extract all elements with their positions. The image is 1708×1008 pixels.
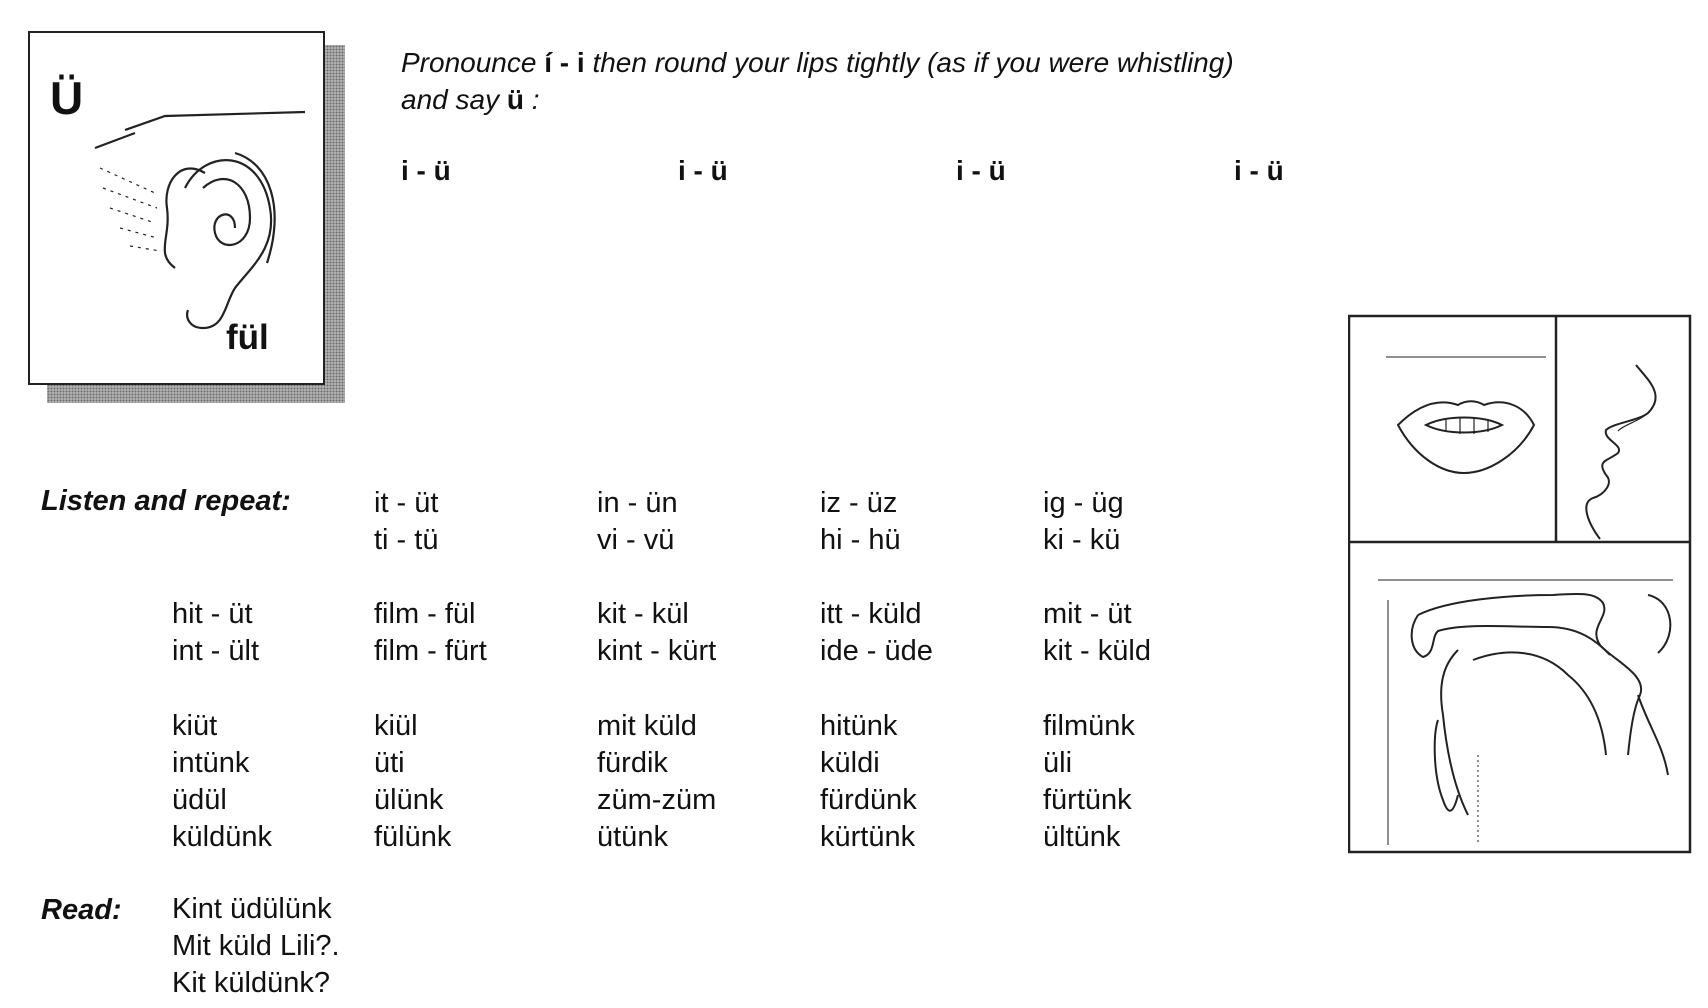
word-item: ig - üg (1043, 487, 1124, 519)
instruction-letters: í - i (544, 47, 585, 78)
instruction-text: then round your lips tightly (as if you were whistling) (592, 47, 1234, 78)
word-item: üdül (172, 784, 227, 816)
word-item: ki - kü (1043, 524, 1121, 556)
word-item: int - ült (172, 635, 260, 667)
word-item: kint - kürt (597, 635, 717, 667)
word-item: küldünk (172, 821, 272, 853)
word-item: vi - vü (597, 524, 675, 556)
read-label: Read: (41, 894, 122, 926)
word-item: hit - üt (172, 598, 253, 630)
word-item: intünk (172, 747, 250, 779)
word-item: in - ün (597, 487, 678, 519)
letter-card (28, 31, 325, 385)
pair-2: i - ü (678, 155, 728, 186)
word-item: üti (374, 747, 405, 779)
word-item: kiüt (172, 710, 218, 742)
lips-profile-icon (1586, 365, 1655, 539)
pair-4: i - ü (1234, 155, 1284, 186)
word-item: it - üt (374, 487, 439, 519)
word-item: ütünk (597, 821, 668, 853)
instruction-text: Pronounce (401, 47, 537, 78)
instruction (401, 44, 1401, 118)
sagittal-section-icon (1378, 580, 1673, 845)
pair-1: i - ü (401, 155, 451, 186)
word-item: filmünk (1043, 710, 1135, 742)
word-item: fürdik (597, 747, 668, 779)
word-item: kit - kül (597, 598, 689, 630)
instruction-text: and say (401, 84, 500, 115)
word-item: fülünk (374, 821, 452, 853)
read-line: Kint üdülünk (172, 893, 332, 925)
word-item: ültünk (1043, 821, 1121, 853)
word-item: film - fül (374, 598, 476, 630)
word-item: kürtünk (820, 821, 916, 853)
word-item: fürtünk (1043, 784, 1132, 816)
word-item: ülünk (374, 784, 444, 816)
word-item: mit küld (597, 710, 697, 742)
instruction-line-2 (401, 81, 1401, 118)
listen-label: Listen and repeat: (41, 485, 291, 517)
word-item: film - fürt (374, 635, 487, 667)
instruction-letter: ü (506, 84, 524, 115)
word-item: küldi (820, 747, 880, 779)
mouth-diagram (1348, 255, 1698, 855)
word-item: fürdünk (820, 784, 917, 816)
pair-3: i - ü (956, 155, 1006, 186)
word-item: kiül (374, 710, 418, 742)
instruction-text: : (531, 84, 540, 115)
word-item: ti - tü (374, 524, 439, 556)
card-letter: Ü (50, 72, 84, 124)
word-item: iz - üz (820, 487, 898, 519)
read-line: Mit küld Lili?. (172, 930, 340, 962)
word-item: kit - küld (1043, 635, 1151, 667)
word-item: üli (1043, 747, 1073, 779)
word-item: hitünk (820, 710, 898, 742)
lips-front-icon (1398, 401, 1534, 473)
ear-icon (85, 88, 325, 338)
word-item: züm-züm (597, 784, 717, 816)
instruction-line-1 (401, 44, 1401, 81)
word-item: hi - hü (820, 524, 901, 556)
read-line: Kit küldünk? (172, 967, 330, 999)
word-item: mit - üt (1043, 598, 1132, 630)
word-item: itt - küld (820, 598, 922, 630)
word-item: ide - üde (820, 635, 933, 667)
card-word: fül (226, 318, 269, 357)
